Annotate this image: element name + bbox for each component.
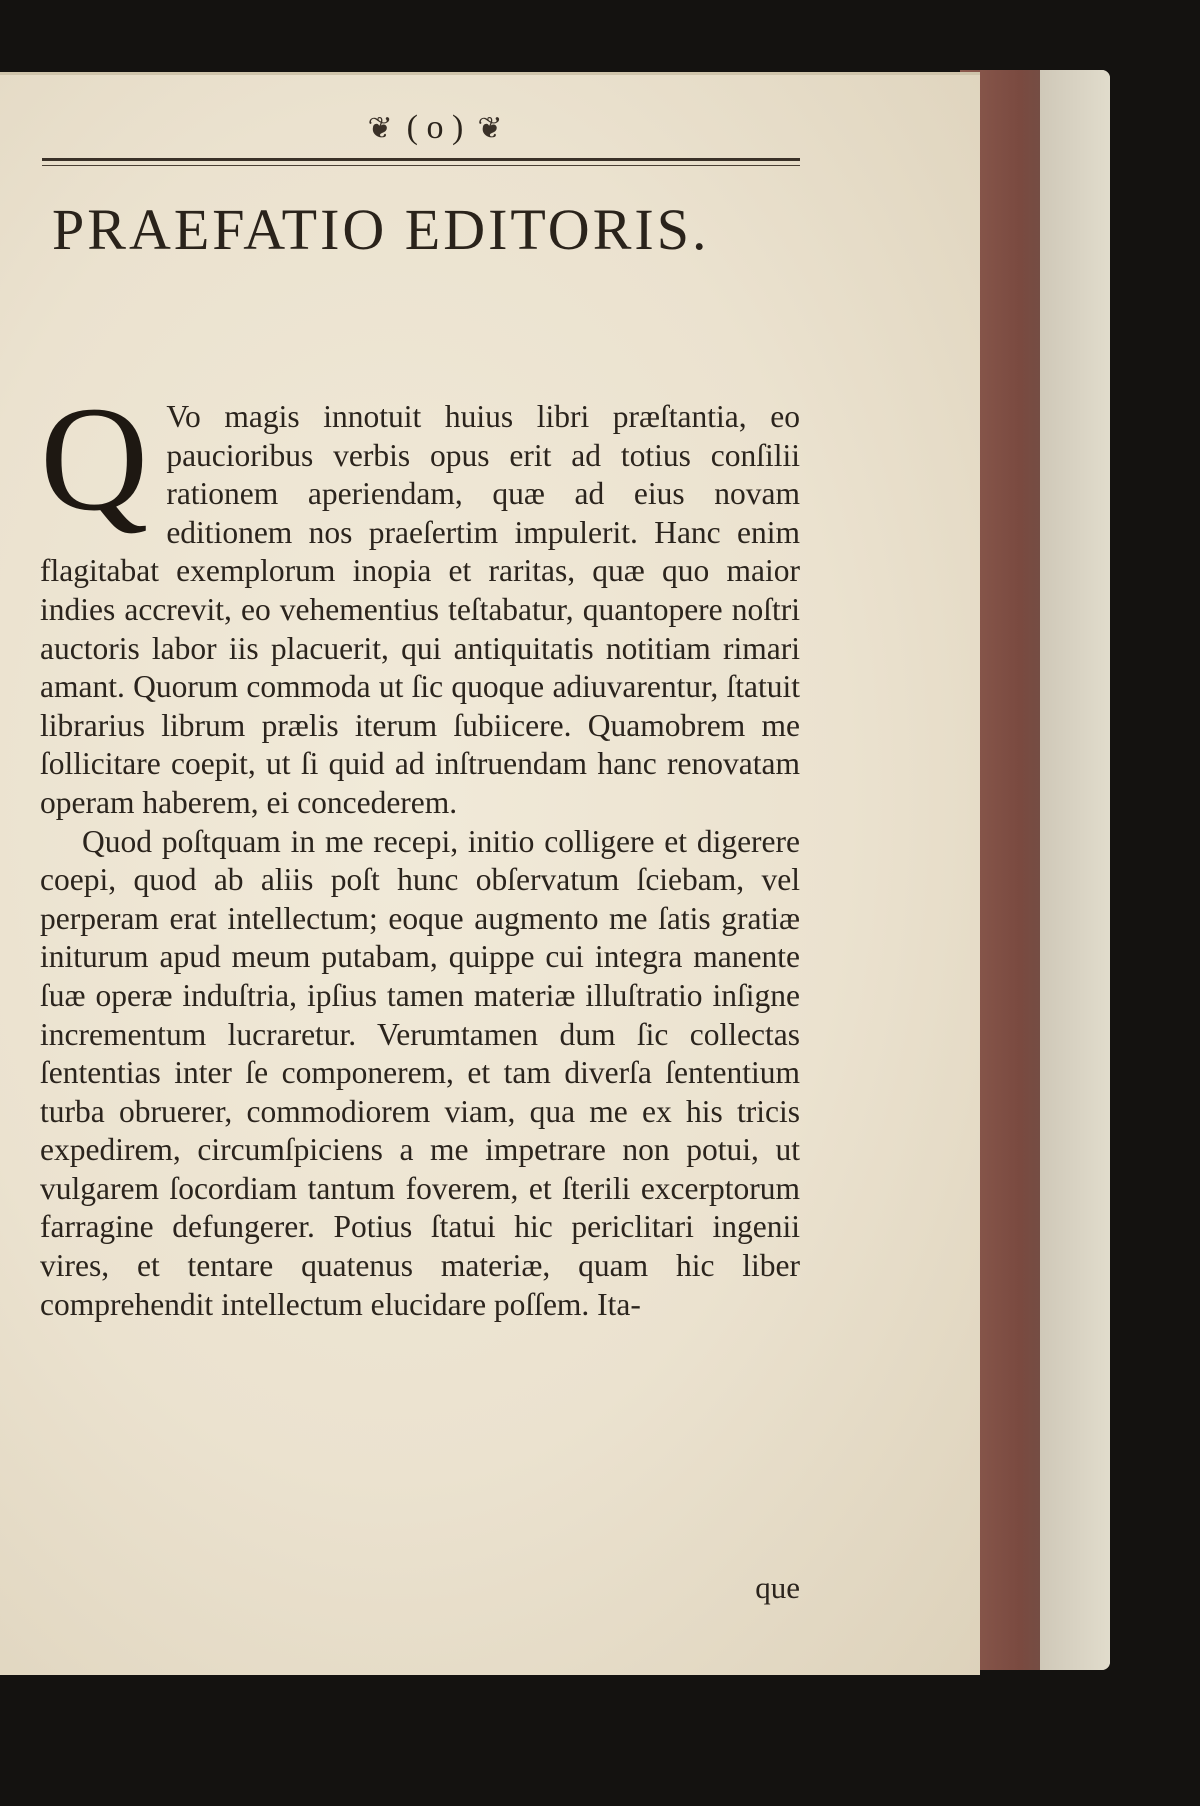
page-title: PRAEFATIO EDITORIS. (52, 197, 710, 262)
book-page-edges (960, 70, 1110, 1670)
drop-cap: Q (40, 376, 149, 542)
page-header (70, 98, 800, 158)
header-rule (42, 158, 800, 161)
body-text (40, 376, 800, 1324)
header-rule-thin (42, 165, 800, 166)
paragraph-1-text: Vo magis innotuit huius libri præſtantia, eo paucioribus verbis opus erit ad totius conſilii rationem aperiendam, quæ ad eius novam editionem nos praeſertim impulerit. Hanc enim flagitabat exemplorum inopia et raritas, quæ quo maior indies accrevit, eo vehementius teſtabatur, quantopere noſtri auctoris labor iis placuerit, qui antiquitatis notitiam rimari amant. Quorum commoda ut ſic quoque adiuvarentur, ſtatuit librarius librum prælis iterum ſubiicere. Quamobrem me ſollicitare coepit, ut ſi quid ad inſtruendam hanc renovatam operam haberem, ei concederem. (40, 399, 800, 820)
page-number: ( o ) (406, 109, 464, 146)
right-ornament-icon: ❦ (477, 110, 503, 146)
paragraph-2: Quod poſtquam in me recepi, initio colligere et digerere coepi, quod ab aliis poſt hunc obſervatum ſciebam, vel perperam erat intellectum; eoque augmento me ſatis gratiæ initurum apud meum putabam, quippe cui integra manente ſuæ operæ induſtria, ipſius tamen materiæ illuſtratio inſigne incrementum lucraretur. Verumtamen dum ſic collectas ſententias inter ſe componerem, et tam diverſa ſententium turba obruerer, commodiorem viam, qua me ex his tricis expedirem, circumſpiciens a me impetrare non potui, ut vulgarem ſocordiam tantum foverem, et ſterili excerptorum farragine defungerer. Potius ſtatui hic periclitari ingenii vires, et tentare quatenus materiæ, quam hic liber comprehendit intellectum elucidare poſſem. Ita- (40, 823, 800, 1322)
catchword: que (755, 1570, 800, 1605)
paragraph-1 (40, 376, 800, 823)
left-ornament-icon: ❦ (367, 110, 393, 146)
